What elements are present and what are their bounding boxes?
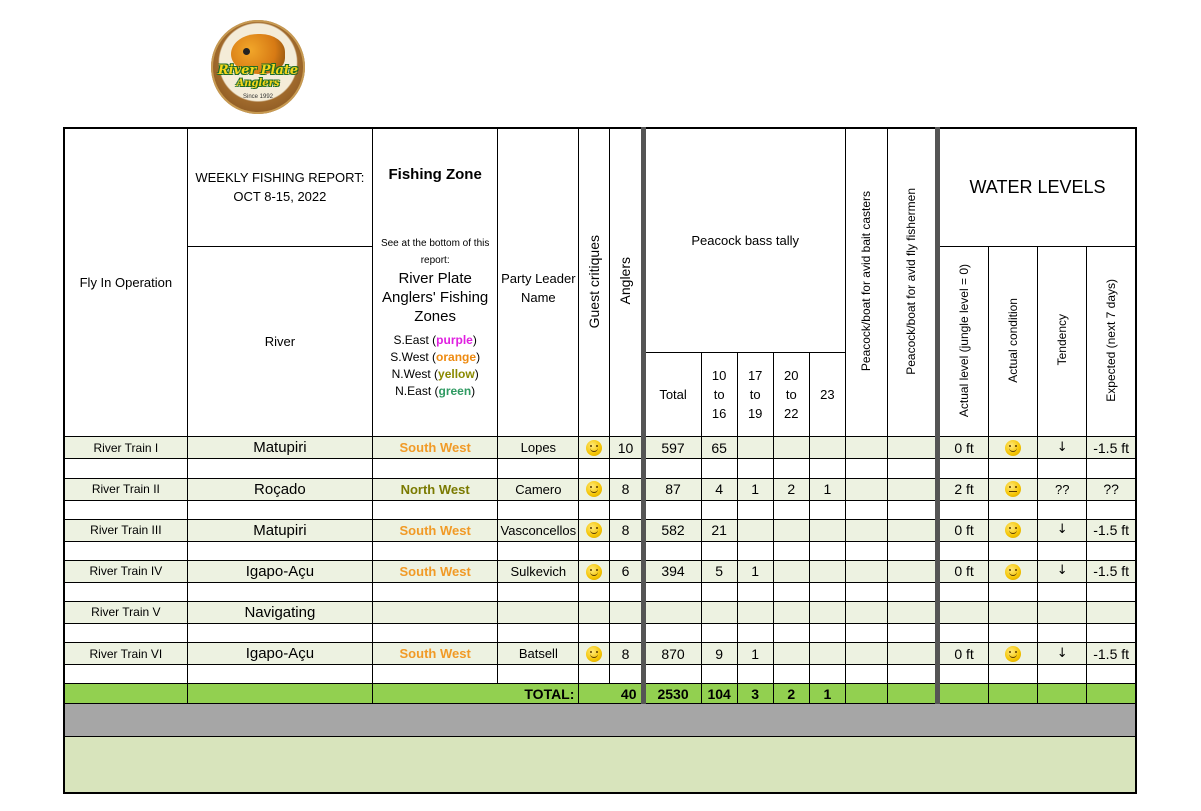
guest-critiques-header: Guest critiques xyxy=(579,128,610,437)
tally-20-22: 2 xyxy=(773,478,809,500)
fishing-zone: South West xyxy=(373,437,498,459)
per-boat-fly xyxy=(887,437,937,459)
tally-total: 582 xyxy=(643,519,701,541)
water-levels-header: WATER LEVELS xyxy=(938,128,1136,246)
tendency: ↓ xyxy=(1038,519,1087,541)
guest-critique xyxy=(579,519,610,541)
table-row xyxy=(64,519,1136,541)
party-leader-header: Party Leader Name xyxy=(498,128,579,437)
report-title-cell: WEEKLY FISHING REPORT: OCT 8-15, 2022 xyxy=(187,128,372,246)
smiley-face-icon xyxy=(586,646,602,662)
tally-total xyxy=(643,601,701,623)
actual-level: 0 ft xyxy=(938,437,989,459)
tally-17-19 xyxy=(737,601,773,623)
train-name: River Train V xyxy=(64,601,187,623)
party-leader: Vasconcellos xyxy=(498,519,579,541)
total-anglers: 40 xyxy=(579,684,643,704)
train-name: River Train II xyxy=(64,478,187,500)
actual-condition xyxy=(989,560,1038,582)
total-label: TOTAL: xyxy=(373,684,579,704)
anglers-header: Anglers xyxy=(610,128,643,437)
tally-10-16-header: 10 to 16 xyxy=(701,353,737,437)
tally-20-22 xyxy=(773,437,809,459)
tally-10-16: 9 xyxy=(701,642,737,664)
tally-10-16: 5 xyxy=(701,560,737,582)
tally-23 xyxy=(809,560,845,582)
expected-level: -1.5 ft xyxy=(1087,560,1136,582)
weekly-fishing-report-table xyxy=(63,127,1137,794)
total-10-16: 104 xyxy=(701,684,737,704)
per-boat-bait xyxy=(845,601,887,623)
guest-critique xyxy=(579,642,610,664)
guest-critique xyxy=(579,437,610,459)
table-row xyxy=(64,642,1136,664)
expected-level: ?? xyxy=(1087,478,1136,500)
tally-23 xyxy=(809,601,845,623)
spacer-row xyxy=(64,500,1136,519)
guest-critique xyxy=(579,560,610,582)
actual-condition xyxy=(989,478,1038,500)
spacer-row xyxy=(64,541,1136,560)
total-23: 1 xyxy=(809,684,845,704)
per-boat-bait xyxy=(845,478,887,500)
train-name: River Train VI xyxy=(64,642,187,664)
expected-level: -1.5 ft xyxy=(1087,642,1136,664)
total-fish: 2530 xyxy=(643,684,701,704)
tally-23: 1 xyxy=(809,478,845,500)
river-name: Matupiri xyxy=(187,437,372,459)
neutral-face-icon xyxy=(1005,481,1021,497)
tally-total: 394 xyxy=(643,560,701,582)
tally-17-19: 1 xyxy=(737,560,773,582)
tally-10-16 xyxy=(701,601,737,623)
train-name: River Train IV xyxy=(64,560,187,582)
peacock-tally-header: Peacock bass tally xyxy=(643,128,845,353)
party-leader: Sulkevich xyxy=(498,560,579,582)
expected-level xyxy=(1087,601,1136,623)
party-leader xyxy=(498,601,579,623)
tendency: ↓ xyxy=(1038,437,1087,459)
tally-10-16: 65 xyxy=(701,437,737,459)
anglers-count: 8 xyxy=(610,478,643,500)
per-boat-bait-header: Peacock/boat for avid bait casters xyxy=(845,128,887,437)
anglers-count: 8 xyxy=(610,519,643,541)
actual-level: 0 ft xyxy=(938,642,989,664)
tendency-header: Tendency xyxy=(1038,246,1087,437)
total-row xyxy=(64,684,1136,704)
logo-tagline: Since 1992 xyxy=(242,94,274,100)
expected-level: -1.5 ft xyxy=(1087,519,1136,541)
spacer-row xyxy=(64,582,1136,601)
tally-23 xyxy=(809,642,845,664)
actual-level: 0 ft xyxy=(938,519,989,541)
tally-20-22 xyxy=(773,560,809,582)
footer-grey-band xyxy=(64,704,1136,737)
river-name: Igapo-Açu xyxy=(187,642,372,664)
smiley-face-icon xyxy=(586,564,602,580)
fishing-zone-header: Fishing Zone See at the bottom of this report: River Plate Anglers' Fishing Zones S.East (purple) S.West (orange) N.West (yellow) N.East (green) xyxy=(373,128,498,437)
fishing-zone: South West xyxy=(373,519,498,541)
tally-17-19-header: 17 to 19 xyxy=(737,353,773,437)
table-row xyxy=(64,601,1136,623)
river-plate-anglers-logo xyxy=(211,20,305,114)
tally-total: 597 xyxy=(643,437,701,459)
tally-20-22 xyxy=(773,519,809,541)
actual-condition xyxy=(989,519,1038,541)
tally-20-22-header: 20 to 22 xyxy=(773,353,809,437)
guest-critique xyxy=(579,601,610,623)
spacer-row xyxy=(64,665,1136,684)
smiley-face-icon xyxy=(586,481,602,497)
per-boat-fly xyxy=(887,560,937,582)
per-boat-bait xyxy=(845,519,887,541)
per-boat-bait xyxy=(845,642,887,664)
tendency: ?? xyxy=(1038,478,1087,500)
tally-17-19: 1 xyxy=(737,642,773,664)
fishing-zone: South West xyxy=(373,560,498,582)
anglers-count: 8 xyxy=(610,642,643,664)
logo-brand: River Plate Anglers xyxy=(217,63,299,89)
actual-level xyxy=(938,601,989,623)
tally-23-header: 23 xyxy=(809,353,845,437)
guest-critique xyxy=(579,478,610,500)
party-leader: Lopes xyxy=(498,437,579,459)
actual-level: 2 ft xyxy=(938,478,989,500)
smiley-face-icon xyxy=(1005,522,1021,538)
tendency: ↓ xyxy=(1038,560,1087,582)
anglers-count: 10 xyxy=(610,437,643,459)
tally-20-22 xyxy=(773,642,809,664)
per-boat-fly xyxy=(887,601,937,623)
tally-total: 870 xyxy=(643,642,701,664)
table-row xyxy=(64,560,1136,582)
smiley-face-icon xyxy=(1005,440,1021,456)
per-boat-fly-header: Peacock/boat for avid fly fishermen xyxy=(887,128,937,437)
actual-condition xyxy=(989,642,1038,664)
tally-total: 87 xyxy=(643,478,701,500)
spacer-row xyxy=(64,459,1136,478)
river-name: Roçado xyxy=(187,478,372,500)
per-boat-bait xyxy=(845,437,887,459)
river-name: Igapo-Açu xyxy=(187,560,372,582)
total-20-22: 2 xyxy=(773,684,809,704)
fly-in-operation-header: Fly In Operation xyxy=(64,128,187,437)
actual-condition-header: Actual condition xyxy=(989,246,1038,437)
expected-header: Expected (next 7 days) xyxy=(1087,246,1136,437)
river-header: River xyxy=(187,246,372,437)
tally-total-header: Total xyxy=(643,353,701,437)
tally-23 xyxy=(809,437,845,459)
actual-condition xyxy=(989,437,1038,459)
spacer-row xyxy=(64,623,1136,642)
smiley-face-icon xyxy=(1005,646,1021,662)
table-row xyxy=(64,478,1136,500)
smiley-face-icon xyxy=(586,522,602,538)
anglers-count: 6 xyxy=(610,560,643,582)
fishing-zone xyxy=(373,601,498,623)
tendency: ↓ xyxy=(1038,642,1087,664)
river-name: Navigating xyxy=(187,601,372,623)
fishing-zone: North West xyxy=(373,478,498,500)
per-boat-fly xyxy=(887,478,937,500)
smiley-face-icon xyxy=(586,440,602,456)
party-leader: Batsell xyxy=(498,642,579,664)
per-boat-fly xyxy=(887,519,937,541)
actual-condition xyxy=(989,601,1038,623)
tally-10-16: 4 xyxy=(701,478,737,500)
train-name: River Train III xyxy=(64,519,187,541)
party-leader: Camero xyxy=(498,478,579,500)
fishing-zone: South West xyxy=(373,642,498,664)
expected-level: -1.5 ft xyxy=(1087,437,1136,459)
smiley-face-icon xyxy=(1005,564,1021,580)
per-boat-fly xyxy=(887,642,937,664)
tally-10-16: 21 xyxy=(701,519,737,541)
tally-20-22 xyxy=(773,601,809,623)
table-row xyxy=(64,437,1136,459)
tally-17-19 xyxy=(737,437,773,459)
tally-17-19 xyxy=(737,519,773,541)
anglers-count xyxy=(610,601,643,623)
tally-23 xyxy=(809,519,845,541)
per-boat-bait xyxy=(845,560,887,582)
actual-level-header: Actual level (jungle level = 0) xyxy=(938,246,989,437)
actual-level: 0 ft xyxy=(938,560,989,582)
footer-notes-area xyxy=(64,737,1136,793)
tendency xyxy=(1038,601,1087,623)
tally-17-19: 1 xyxy=(737,478,773,500)
river-name: Matupiri xyxy=(187,519,372,541)
train-name: River Train I xyxy=(64,437,187,459)
total-17-19: 3 xyxy=(737,684,773,704)
